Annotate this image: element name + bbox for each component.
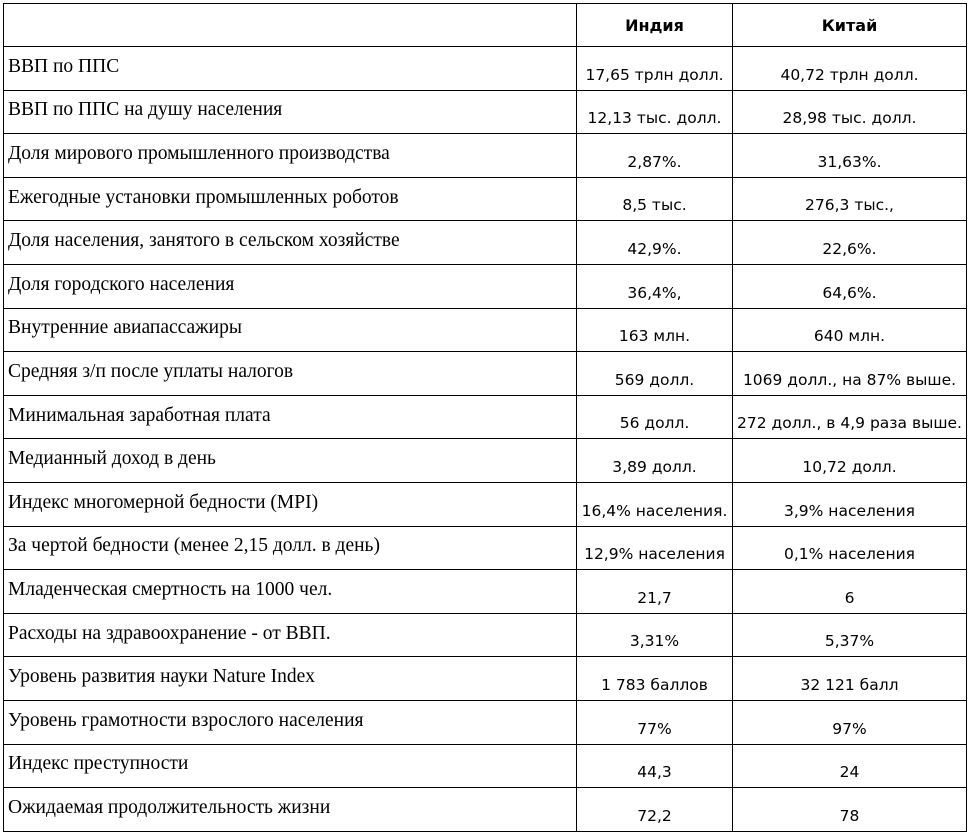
comparison-table [3,3,967,832]
table-row [4,744,967,788]
table-row [4,439,967,483]
china-value: 0,1% населения [733,526,967,570]
china-value: 5,37% [733,613,967,657]
row-label: Средняя з/п после уплаты налогов [4,352,577,396]
row-label: Уровень грамотности взрослого населения [4,700,577,744]
row-label: Индекс многомерной бедности (MPI) [4,482,577,526]
table-row [4,308,967,352]
india-value: 12,13 тыс. долл. [577,90,733,134]
china-value: 10,72 долл. [733,439,967,483]
india-value: 163 млн. [577,308,733,352]
india-value: 1 783 баллов [577,657,733,701]
table-row [4,482,967,526]
china-value: 40,72 трлн долл. [733,47,967,91]
china-value: 640 млн. [733,308,967,352]
china-value: 24 [733,744,967,788]
row-label: За чертой бедности (менее 2,15 долл. в день) [4,526,577,570]
india-value: 8,5 тыс. [577,177,733,221]
india-value: 3,31% [577,613,733,657]
india-value: 3,89 долл. [577,439,733,483]
india-value: 16,4% населения. [577,482,733,526]
table-row [4,613,967,657]
india-value: 12,9% населения [577,526,733,570]
row-label: ВВП по ППС [4,47,577,91]
china-value: 22,6%. [733,221,967,265]
table-row [4,395,967,439]
row-label: Ежегодные установки промышленных роботов [4,177,577,221]
row-label: Уровень развития науки Nature Index [4,657,577,701]
row-label: Расходы на здравоохранение - от ВВП. [4,613,577,657]
india-value: 44,3 [577,744,733,788]
row-label: Ожидаемая продолжительность жизни [4,788,577,832]
table-row [4,177,967,221]
india-value: 569 долл. [577,352,733,396]
china-value: 6 [733,570,967,614]
table-row [4,570,967,614]
china-value: 1069 долл., на 87% выше. [733,352,967,396]
india-value: 72,2 [577,788,733,832]
table-row [4,134,967,178]
table-row [4,352,967,396]
table-row [4,700,967,744]
table-row [4,526,967,570]
row-label: Доля мирового промышленного производства [4,134,577,178]
header-row [4,4,967,47]
china-value: 32 121 балл [733,657,967,701]
india-value: 21,7 [577,570,733,614]
row-label: Внутренние авиапассажиры [4,308,577,352]
india-value: 77% [577,700,733,744]
table-row [4,221,967,265]
header-corner-cell [4,4,577,47]
header-china: Китай [733,4,967,47]
header-india: Индия [577,4,733,47]
china-value: 97% [733,700,967,744]
table-row [4,90,967,134]
china-value: 64,6%. [733,264,967,308]
china-value: 28,98 тыс. долл. [733,90,967,134]
row-label: Доля населения, занятого в сельском хозяйстве [4,221,577,265]
china-value: 31,63%. [733,134,967,178]
china-value: 3,9% населения [733,482,967,526]
row-label: Индекс преступности [4,744,577,788]
china-value: 78 [733,788,967,832]
india-value: 36,4%, [577,264,733,308]
india-value: 42,9%. [577,221,733,265]
table-row [4,788,967,832]
table-row [4,264,967,308]
row-label: Минимальная заработная плата [4,395,577,439]
table-row [4,47,967,91]
row-label: Доля городского населения [4,264,577,308]
china-value: 276,3 тыс., [733,177,967,221]
china-value: 272 долл., в 4,9 раза выше. [733,395,967,439]
india-value: 17,65 трлн долл. [577,47,733,91]
row-label: Младенческая смертность на 1000 чел. [4,570,577,614]
india-value: 2,87%. [577,134,733,178]
india-value: 56 долл. [577,395,733,439]
row-label: ВВП по ППС на душу населения [4,90,577,134]
table-row [4,657,967,701]
row-label: Медианный доход в день [4,439,577,483]
